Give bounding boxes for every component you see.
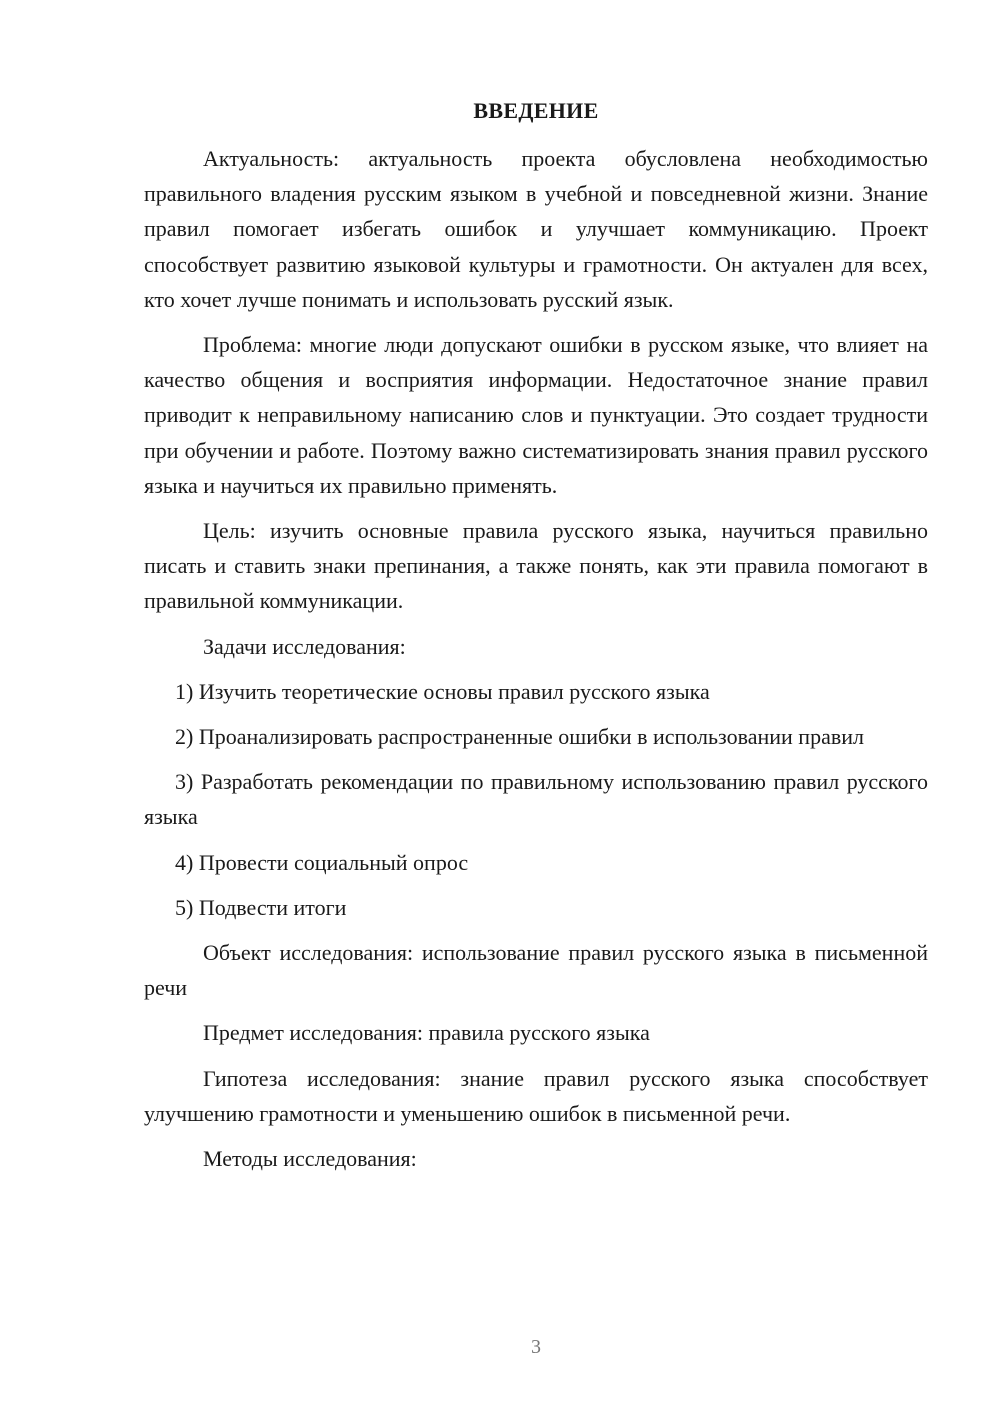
document-body (144, 141, 928, 1186)
task-item: 5) Подвести итоги (175, 894, 347, 920)
paragraph-methods: Методы исследования: (203, 1146, 417, 1172)
section-title: ВВЕДЕНИЕ (473, 98, 599, 123)
document-page (144, 0, 928, 1414)
paragraph-goal: Цель: изучить основные правила русского языка, научиться правильно писать и ставить знаки препинания, а также понять, как эти правила помогают в правильной коммуникации. (144, 518, 928, 614)
task-item: 1) Изучить теоретические основы правил русского языка (175, 678, 710, 704)
paragraph-problem: Проблема: многие люди допускают ошибки в русском языке, что влияет на качество общения и восприятия информации. Недостаточное знание правил приводит к неправильному написанию слов и пунктуации. Это создает трудности при обучении и работе. Поэтому важно систематизировать знания правил русского языка и научиться их правильно применять. (144, 332, 928, 498)
paragraph-relevance: Актуальность: актуальность проекта обусловлена необходимостью правильного владения русским языком в учебной и повседневной жизни. Знание правил помогает избегать ошибок и улучшает коммуникацию. Проект способствует развитию языковой культуры и грамотности. Он актуален для всех, кто хочет лучше понимать и использовать русский язык. (144, 146, 928, 312)
paragraph-subject: Предмет исследования: правила русского языка (203, 1020, 650, 1046)
task-item: 3) Разработать рекомендации по правильному использованию правил русского языка (144, 769, 928, 830)
task-item: 4) Провести социальный опрос (175, 849, 469, 875)
paragraph-object: Объект исследования: использование правил русского языка в письменной речи (144, 940, 928, 1001)
task-item: 2) Проанализировать распространенные ошибки в использовании правил (175, 724, 864, 750)
paragraph-tasks-heading: Задачи исследования: (203, 633, 406, 659)
page-number: 3 (531, 1336, 541, 1358)
paragraph-hypothesis: Гипотеза исследования: знание правил русского языка способствует улучшению грамотности и уменьшению ошибок в письменной речи. (144, 1065, 928, 1126)
